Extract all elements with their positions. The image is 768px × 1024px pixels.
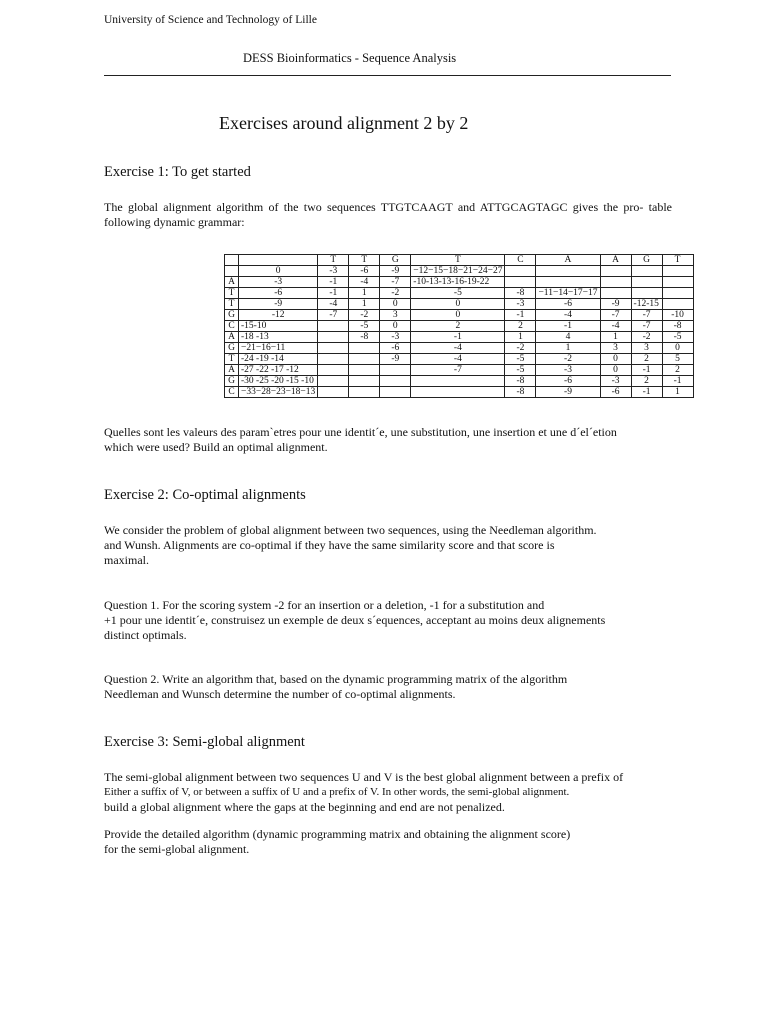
table-cell bbox=[600, 277, 631, 288]
exercise3-line: Either a suffix of V, or between a suffix of U and a prefix of V. In other words, the semi-global alignment. bbox=[104, 786, 570, 798]
table-cell: −12−15−18−21−24−27 bbox=[411, 266, 505, 277]
table-cell bbox=[536, 277, 600, 288]
column-header: T bbox=[318, 255, 349, 266]
table-row bbox=[225, 365, 694, 376]
table-cell bbox=[349, 376, 380, 387]
table-cell: -1 bbox=[631, 365, 662, 376]
table-cell: -1 bbox=[662, 376, 693, 387]
table-cell: -1 bbox=[411, 332, 505, 343]
table-cell: -1 bbox=[631, 387, 662, 398]
exercise1-intro bbox=[104, 200, 672, 230]
row-label bbox=[225, 266, 239, 277]
table-cell: -5 bbox=[662, 332, 693, 343]
exercise3-line: for the semi-global alignment. bbox=[104, 842, 250, 856]
row-label: A bbox=[225, 277, 239, 288]
table-cell: 0 bbox=[411, 310, 505, 321]
table-cell bbox=[662, 299, 693, 310]
column-header: T bbox=[662, 255, 693, 266]
row-label: A bbox=[225, 332, 239, 343]
table-cell bbox=[631, 266, 662, 277]
table-cell: -9 bbox=[380, 354, 411, 365]
table-cell: -4 bbox=[411, 343, 505, 354]
table-cell: -1 bbox=[318, 288, 349, 299]
table-cell bbox=[380, 365, 411, 376]
table-cell bbox=[318, 332, 349, 343]
exercise2-question2 bbox=[104, 672, 672, 702]
table-cell bbox=[349, 365, 380, 376]
table-cell bbox=[631, 277, 662, 288]
table-cell: 0 bbox=[600, 365, 631, 376]
exercise1-intro-line: following dynamic grammar: bbox=[104, 215, 245, 229]
table-cell: -24 -19 -14 bbox=[239, 354, 318, 365]
table-cell: 3 bbox=[380, 310, 411, 321]
table-cell bbox=[349, 343, 380, 354]
exercise3-line: The semi-global alignment between two sequences U and V is the best global alignment between a prefix of bbox=[104, 770, 624, 784]
table-cell bbox=[349, 354, 380, 365]
table-cell: 2 bbox=[631, 354, 662, 365]
column-header: G bbox=[380, 255, 411, 266]
table-cell bbox=[600, 288, 631, 299]
table-cell: -12 bbox=[239, 310, 318, 321]
table-row bbox=[225, 387, 694, 398]
table-cell bbox=[318, 387, 349, 398]
row-label: T bbox=[225, 354, 239, 365]
table-cell: -5 bbox=[505, 354, 536, 365]
table-cell bbox=[380, 376, 411, 387]
course-title: DESS Bioinformatics - Sequence Analysis bbox=[243, 51, 457, 65]
table-cell bbox=[318, 321, 349, 332]
table-cell: 3 bbox=[631, 343, 662, 354]
table-cell: -7 bbox=[631, 310, 662, 321]
row-label: A bbox=[225, 365, 239, 376]
table-cell: -9 bbox=[380, 266, 411, 277]
table-cell: -2 bbox=[349, 310, 380, 321]
table-cell: 2 bbox=[662, 365, 693, 376]
table-cell: -10-13-13-16-19-22 bbox=[411, 277, 505, 288]
table-row bbox=[225, 277, 694, 288]
table-cell bbox=[536, 266, 600, 277]
table-cell: 5 bbox=[662, 354, 693, 365]
question2-line: Needleman and Wunsch determine the number of co-optimal alignments. bbox=[104, 687, 456, 701]
table-cell: -5 bbox=[505, 365, 536, 376]
table-cell: 0 bbox=[380, 321, 411, 332]
table-cell: -1 bbox=[505, 310, 536, 321]
table-cell: -8 bbox=[505, 376, 536, 387]
table-cell: -4 bbox=[411, 354, 505, 365]
table-cell: -10 bbox=[662, 310, 693, 321]
table-row bbox=[225, 288, 694, 299]
table-cell: 0 bbox=[380, 299, 411, 310]
table-cell: −11−14−17−17 bbox=[536, 288, 600, 299]
dynamic-programming-table bbox=[224, 254, 694, 398]
exercise3-heading: Exercise 3: Semi-global alignment bbox=[104, 734, 305, 750]
table-cell: 2 bbox=[411, 321, 505, 332]
table-cell bbox=[318, 354, 349, 365]
column-header: A bbox=[536, 255, 600, 266]
table-cell: -2 bbox=[505, 343, 536, 354]
table-cell: -9 bbox=[600, 299, 631, 310]
table-cell bbox=[318, 343, 349, 354]
exercise3-paragraph1 bbox=[104, 770, 672, 815]
table-cell: -9 bbox=[239, 299, 318, 310]
table-cell: -7 bbox=[318, 310, 349, 321]
table-cell bbox=[411, 387, 505, 398]
table-cell: -2 bbox=[380, 288, 411, 299]
table-cell: -3 bbox=[536, 365, 600, 376]
table-cell bbox=[318, 365, 349, 376]
table-cell: -8 bbox=[505, 288, 536, 299]
table-cell: 1 bbox=[536, 343, 600, 354]
exercise2-intro-line: and Wunsh. Alignments are co-optimal if they have the same similarity score and that score is bbox=[104, 538, 555, 552]
table-cell: 0 bbox=[662, 343, 693, 354]
table-cell: 1 bbox=[349, 299, 380, 310]
table-cell: 1 bbox=[600, 332, 631, 343]
table-cell bbox=[411, 376, 505, 387]
table-cell bbox=[349, 387, 380, 398]
table-cell bbox=[662, 277, 693, 288]
table-cell bbox=[505, 277, 536, 288]
exercise3-paragraph2 bbox=[104, 827, 672, 857]
table-cell: -7 bbox=[380, 277, 411, 288]
exercise1-question bbox=[104, 425, 672, 455]
exercise2-intro-line: maximal. bbox=[104, 553, 149, 567]
row-label: T bbox=[225, 288, 239, 299]
table-header-row bbox=[225, 255, 694, 266]
exercise3-line: build a global alignment where the gaps at the beginning and end are not penalized. bbox=[104, 800, 505, 814]
question2-line: Question 2. Write an algorithm that, based on the dynamic programming matrix of the algorithm bbox=[104, 672, 568, 686]
table-cell: −21−16−11 bbox=[239, 343, 318, 354]
table-cell: 2 bbox=[631, 376, 662, 387]
table-row bbox=[225, 354, 694, 365]
exercise1-intro-line: The global alignment algorithm of the two sequences TTGTCAAGT and ATTGCAGTAGC gives the pro- table bbox=[104, 200, 672, 214]
table-cell: -3 bbox=[380, 332, 411, 343]
table-cell: -3 bbox=[318, 266, 349, 277]
row-label: G bbox=[225, 310, 239, 321]
table-row bbox=[225, 332, 694, 343]
table-cell: 4 bbox=[536, 332, 600, 343]
table-cell: -4 bbox=[349, 277, 380, 288]
table-cell: -6 bbox=[380, 343, 411, 354]
table-cell: -18 -13 bbox=[239, 332, 318, 343]
table-cell: -8 bbox=[349, 332, 380, 343]
table-cell: -2 bbox=[536, 354, 600, 365]
exercise1-question-line: Quelles sont les valeurs des param`etres pour une identit´e, une substitution, une insertion et une d´el´etion bbox=[104, 425, 617, 439]
table-row bbox=[225, 266, 694, 277]
table-cell: -9 bbox=[536, 387, 600, 398]
table-cell: -6 bbox=[536, 299, 600, 310]
exercise2-question1 bbox=[104, 598, 672, 643]
table-cell: 1 bbox=[349, 288, 380, 299]
table-cell: -30 -25 -20 -15 -10 bbox=[239, 376, 318, 387]
exercise2-intro-line: We consider the problem of global alignment between two sequences, using the Needleman algorithm. bbox=[104, 523, 597, 537]
column-header: C bbox=[505, 255, 536, 266]
table-cell: -4 bbox=[318, 299, 349, 310]
table-cell: -4 bbox=[536, 310, 600, 321]
page-title: Exercises around alignment 2 by 2 bbox=[219, 113, 469, 133]
table-cell: -6 bbox=[239, 288, 318, 299]
exercise3-line: Provide the detailed algorithm (dynamic programming matrix and obtaining the alignment score) bbox=[104, 827, 571, 841]
table-cell bbox=[318, 376, 349, 387]
table-cell: -1 bbox=[318, 277, 349, 288]
table-cell bbox=[631, 288, 662, 299]
table-cell: -5 bbox=[411, 288, 505, 299]
table-cell: -5 bbox=[349, 321, 380, 332]
table-cell: -3 bbox=[505, 299, 536, 310]
table-cell: -1 bbox=[536, 321, 600, 332]
table-cell bbox=[600, 266, 631, 277]
table-cell: -12-15 bbox=[631, 299, 662, 310]
column-header: T bbox=[411, 255, 505, 266]
table-row bbox=[225, 321, 694, 332]
table-cell: -3 bbox=[239, 277, 318, 288]
header-divider bbox=[104, 75, 671, 76]
exercise2-intro bbox=[104, 523, 672, 568]
table-cell: 3 bbox=[600, 343, 631, 354]
university-name: University of Science and Technology of Lille bbox=[104, 14, 317, 26]
table-cell: -7 bbox=[600, 310, 631, 321]
table-cell: -7 bbox=[411, 365, 505, 376]
row-label: G bbox=[225, 376, 239, 387]
question1-line: +1 pour une identit´e, construisez un exemple de deux s´equences, acceptant au moins deux alignements bbox=[104, 613, 606, 627]
column-header: T bbox=[349, 255, 380, 266]
column-header: A bbox=[600, 255, 631, 266]
table-cell: 0 bbox=[411, 299, 505, 310]
table-cell: -8 bbox=[662, 321, 693, 332]
table-cell: -6 bbox=[600, 387, 631, 398]
table-cell: -2 bbox=[631, 332, 662, 343]
table-cell: -4 bbox=[600, 321, 631, 332]
exercise2-heading: Exercise 2: Co-optimal alignments bbox=[104, 487, 306, 503]
row-label: C bbox=[225, 321, 239, 332]
table-row bbox=[225, 299, 694, 310]
table-cell bbox=[662, 266, 693, 277]
table-cell: 1 bbox=[505, 332, 536, 343]
table-cell: -27 -22 -17 -12 bbox=[239, 365, 318, 376]
table-cell: -6 bbox=[349, 266, 380, 277]
table-cell: −33−28−23−18−13 bbox=[239, 387, 318, 398]
table-cell bbox=[505, 266, 536, 277]
table-cell bbox=[662, 288, 693, 299]
question1-line: Question 1. For the scoring system -2 for an insertion or a deletion, -1 for a substitution and bbox=[104, 598, 545, 612]
table-row bbox=[225, 376, 694, 387]
exercise1-heading: Exercise 1: To get started bbox=[104, 164, 251, 180]
table-corner-cell bbox=[225, 255, 239, 266]
table-cell: -6 bbox=[536, 376, 600, 387]
table-cell: -3 bbox=[600, 376, 631, 387]
table-row bbox=[225, 343, 694, 354]
table-cell: -15-10 bbox=[239, 321, 318, 332]
table-row bbox=[225, 310, 694, 321]
table-cell bbox=[380, 387, 411, 398]
table-cell: 2 bbox=[505, 321, 536, 332]
question1-line: distinct optimals. bbox=[104, 628, 187, 642]
column-header: G bbox=[631, 255, 662, 266]
table-cell: 0 bbox=[239, 266, 318, 277]
table-cell: 1 bbox=[662, 387, 693, 398]
row-label: C bbox=[225, 387, 239, 398]
table-cell: -8 bbox=[505, 387, 536, 398]
exercise1-question-line: which were used? Build an optimal alignment. bbox=[104, 440, 328, 454]
table-corner-cell bbox=[239, 255, 318, 266]
row-label: T bbox=[225, 299, 239, 310]
table-cell: 0 bbox=[600, 354, 631, 365]
row-label: G bbox=[225, 343, 239, 354]
table-cell: -7 bbox=[631, 321, 662, 332]
